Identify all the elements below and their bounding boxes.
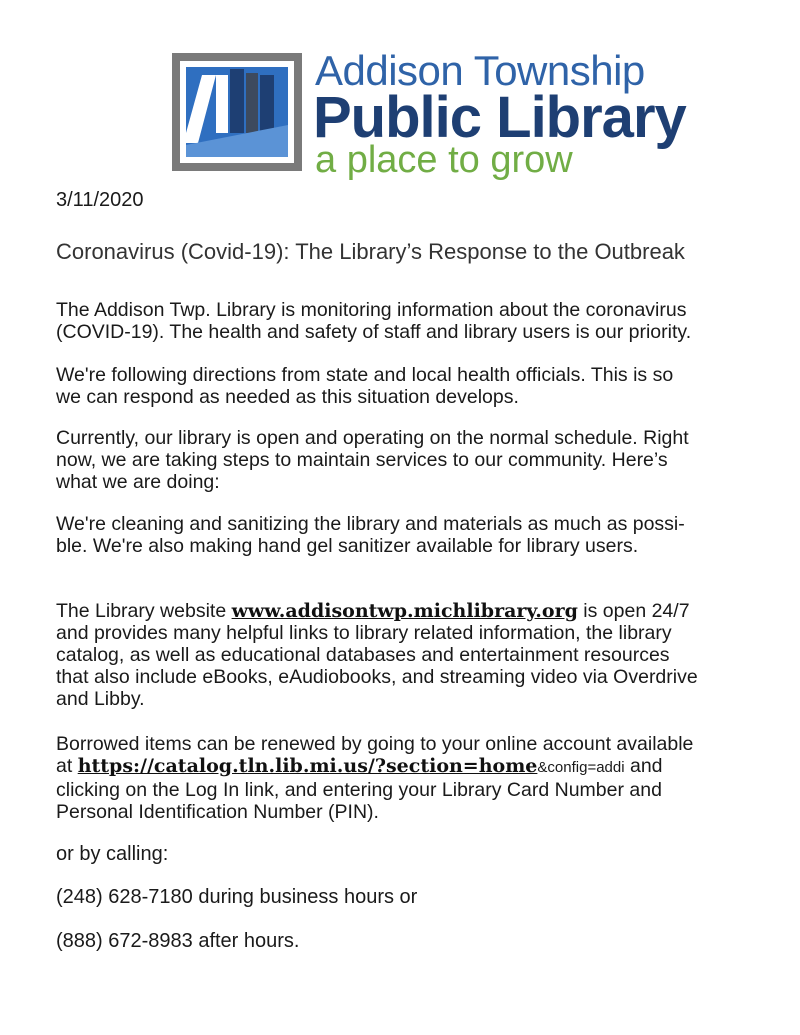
paragraph-line — [56, 600, 756, 622]
library-logo — [172, 47, 732, 182]
paragraph-line: Borrowed items can be renewed by going to your online account available — [56, 733, 694, 755]
notice-title: Coronavirus (Covid-19): The Library’s Response to the Outbreak — [56, 239, 685, 264]
paragraph-line: and Libby. — [56, 688, 145, 710]
paragraph-line: catalog, as well as educational databases and entertainment resources — [56, 644, 670, 666]
catalog-link-tail: &config=addi — [537, 759, 625, 776]
paragraph-line: now, we are taking steps to maintain services to our community. Here’s — [56, 449, 668, 471]
paragraph-line: Personal Identification Number (PIN). — [56, 801, 379, 823]
paragraph-line: (COVID-19). The health and safety of staff and library users is our priority. — [56, 321, 692, 343]
paragraph-open-status — [56, 427, 756, 493]
phone-after-hours: (888) 672-8983 after hours. — [56, 930, 300, 952]
paragraph-line: clicking on the Log In link, and entering your Library Card Number and — [56, 779, 662, 801]
paragraph-website — [56, 600, 756, 710]
books-logo-icon — [172, 53, 302, 171]
logo-tagline: a place to grow — [315, 139, 573, 181]
paragraph-line: and provides many helpful links to library related information, the library — [56, 622, 672, 644]
paragraph-cleaning — [56, 513, 756, 557]
calling-intro: or by calling: — [56, 843, 169, 865]
paragraph-line: that also include eBooks, eAudiobooks, and streaming video via Overdrive — [56, 666, 698, 688]
notice-date: 3/11/2020 — [56, 189, 144, 211]
paragraph-directions — [56, 364, 756, 408]
paragraph-line: what we are doing: — [56, 471, 220, 493]
paragraph-line: Currently, our library is open and operating on the normal schedule. Right — [56, 427, 689, 449]
paragraph-monitoring — [56, 299, 756, 343]
paragraph-line — [56, 755, 756, 779]
catalog-link[interactable]: https://catalog.tln.lib.mi.us/?section=home — [77, 755, 538, 777]
logo-title-line: Addison Township — [315, 47, 645, 94]
renewal-and: and — [624, 755, 663, 777]
paragraph-line: We're following directions from state and local health officials. This is so — [56, 364, 674, 386]
phone-business-hours: (248) 628-7180 during business hours or — [56, 886, 418, 908]
paragraph-renewal — [56, 733, 756, 823]
website-prefix: The Library website — [56, 600, 232, 622]
paragraph-line: We're cleaning and sanitizing the library and materials as much as possi- — [56, 513, 685, 535]
website-link[interactable]: www.addisontwp.michlibrary.org — [231, 600, 578, 622]
website-suffix: is open 24/7 — [577, 600, 690, 622]
paragraph-line: The Addison Twp. Library is monitoring information about the coronavirus — [56, 299, 687, 321]
logo-name-line: Public Library — [313, 85, 686, 150]
renewal-at: at — [56, 755, 78, 777]
paragraph-line: ble. We're also making hand gel sanitizer available for library users. — [56, 535, 639, 557]
paragraph-line: we can respond as needed as this situation develops. — [56, 386, 519, 408]
